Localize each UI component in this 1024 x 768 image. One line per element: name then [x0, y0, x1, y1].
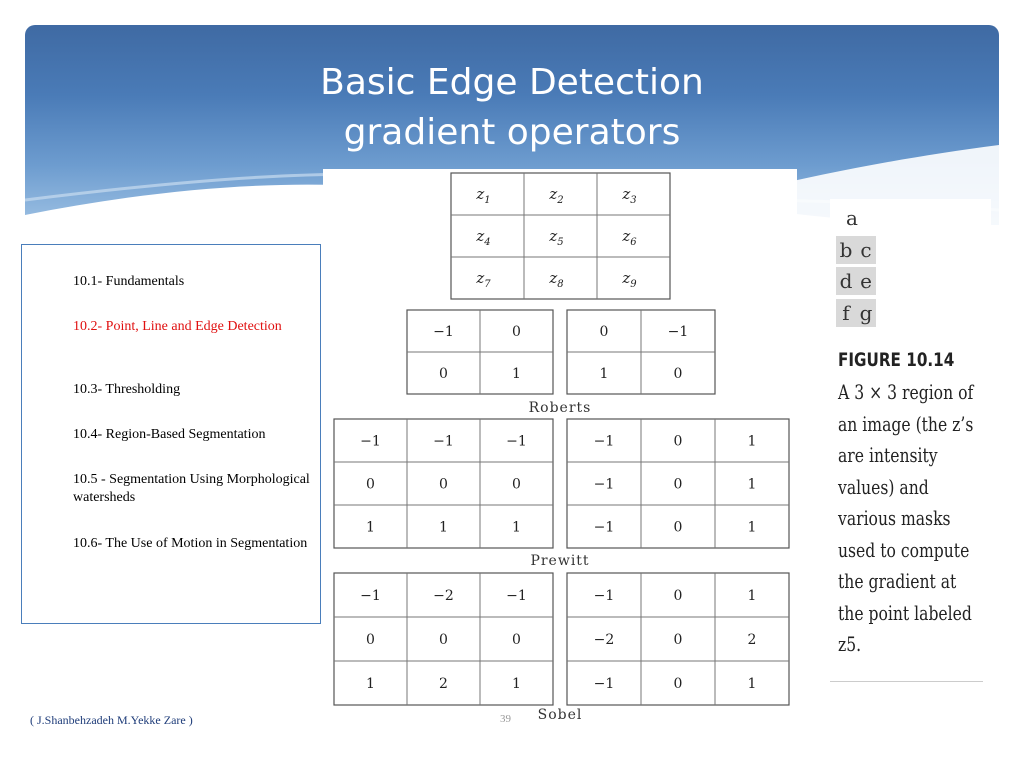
sobel-mask-2-cell: −2	[593, 632, 615, 648]
panel-letter-c: c	[856, 236, 876, 264]
region-z-grid-cell: $z_3$	[622, 185, 637, 206]
sobel-mask-2-cell: 0	[673, 632, 683, 648]
sobel-mask-1-cell: 0	[512, 632, 521, 648]
sobel-mask-2-cell: 2	[747, 632, 757, 648]
prewitt-mask-2-cell: 0	[673, 433, 683, 450]
prewitt-mask-1-cell: 0	[512, 476, 521, 493]
toc-item-4[interactable]: 10.4- Region-Based Segmentation	[73, 427, 266, 442]
sobel-mask-1-cell: −1	[506, 588, 527, 604]
region-z-grid-cell: $z_9$	[622, 269, 637, 290]
roberts-mask-1-cell: −1	[433, 324, 454, 340]
title-line-2: gradient operators	[343, 112, 681, 153]
region-z-grid-cell: $z_8$	[549, 269, 564, 290]
prewitt-mask-2-cell: −1	[593, 433, 615, 450]
prewitt-mask-2-cell: −1	[593, 476, 615, 493]
panel-letter-b: b	[836, 236, 856, 264]
figure-label: FIGURE 10.14	[838, 349, 955, 371]
prewitt-mask-2-cell: 0	[673, 519, 683, 536]
region-z-grid-cell: $z_4$	[476, 227, 491, 248]
sobel-mask-2-cell: 0	[673, 676, 683, 692]
figure-caption: A 3 × 3 region of an image (the z’s are intensity values) and various masks used to compute the gradient at the point labeled z5.	[838, 380, 974, 656]
table-of-contents	[21, 244, 321, 624]
toc-item-1[interactable]: 10.1- Fundamentals	[73, 274, 185, 289]
prewitt-mask-1-cell: −1	[433, 433, 454, 450]
prewitt-mask-1-cell: −1	[360, 433, 381, 450]
prewitt-mask-2-cell: 1	[747, 476, 757, 493]
prewitt-label: Prewitt	[530, 553, 590, 569]
prewitt-mask-1-cell: −1	[506, 433, 527, 450]
sobel-mask-2-cell: 1	[747, 676, 757, 692]
roberts-label: Roberts	[528, 400, 592, 416]
sobel-mask-1-cell: 0	[439, 632, 448, 648]
prewitt-mask-1-cell: 1	[439, 519, 448, 536]
panel-letter-g: g	[856, 299, 876, 327]
mask-figure	[323, 169, 797, 724]
roberts-mask-1-cell: 0	[439, 366, 448, 382]
sobel-mask-1-cell: −1	[360, 588, 381, 604]
toc-item-5[interactable]: 10.5 - Segmentation Using Morphological watersheds	[73, 472, 310, 505]
roberts-mask-2-cell: 0	[599, 324, 609, 340]
roberts-mask-1-cell: 0	[512, 324, 521, 340]
toc-item-6[interactable]: 10.6- The Use of Motion in Segmentation	[73, 536, 308, 551]
toc-item-2-active[interactable]: 10.2- Point, Line and Edge Detection	[73, 319, 282, 334]
panel-letter-e: e	[856, 267, 876, 295]
slide-title	[25, 58, 999, 158]
sobel-mask-1-cell: −2	[433, 588, 454, 604]
region-z-grid-cell: $z_1$	[476, 185, 491, 206]
sobel-mask-1-cell: 2	[439, 676, 448, 692]
prewitt-mask-2-cell: 0	[673, 476, 683, 493]
sobel-mask-2-cell: −1	[593, 588, 615, 604]
panel-letter-a: a	[842, 204, 862, 232]
region-z-grid-cell: $z_5$	[549, 227, 564, 248]
prewitt-mask-1-cell: 1	[366, 519, 375, 536]
sobel-mask-1-cell: 1	[512, 676, 521, 692]
page-number: 39	[500, 713, 511, 725]
mask-figure-svg	[323, 169, 797, 724]
prewitt-mask-1-cell: 0	[366, 476, 375, 493]
sobel-label: Sobel	[537, 707, 583, 723]
sobel-mask-2-cell: 0	[673, 588, 683, 604]
title-line-1: Basic Edge Detection	[320, 62, 704, 103]
caption-divider	[830, 681, 983, 682]
sobel-mask-2-cell: −1	[593, 676, 615, 692]
prewitt-mask-2-cell: 1	[747, 519, 757, 536]
toc-item-3[interactable]: 10.3- Thresholding	[73, 382, 181, 397]
sobel-mask-1-cell: 1	[366, 676, 375, 692]
roberts-mask-2-cell: −1	[667, 324, 689, 340]
region-z-grid-cell: $z_7$	[476, 269, 491, 290]
prewitt-mask-2-cell: −1	[593, 519, 615, 536]
prewitt-mask-1-cell: 1	[512, 519, 521, 536]
region-z-grid-cell: $z_6$	[622, 227, 637, 248]
roberts-mask-2-cell: 0	[673, 366, 683, 382]
region-z-grid-cell: $z_2$	[549, 185, 564, 206]
prewitt-mask-1-cell: 0	[439, 476, 448, 493]
prewitt-mask-2-cell: 1	[747, 433, 757, 450]
sobel-mask-2-cell: 1	[747, 588, 757, 604]
sobel-mask-1-cell: 0	[366, 632, 375, 648]
roberts-mask-2-cell: 1	[599, 366, 609, 382]
footer-authors: ( J.Shanbehzadeh M.Yekke Zare )	[30, 713, 193, 727]
panel-letter-f: f	[836, 299, 856, 327]
roberts-mask-1-cell: 1	[512, 366, 521, 382]
panel-letter-d: d	[836, 267, 856, 295]
figure-caption-panel	[830, 199, 991, 684]
